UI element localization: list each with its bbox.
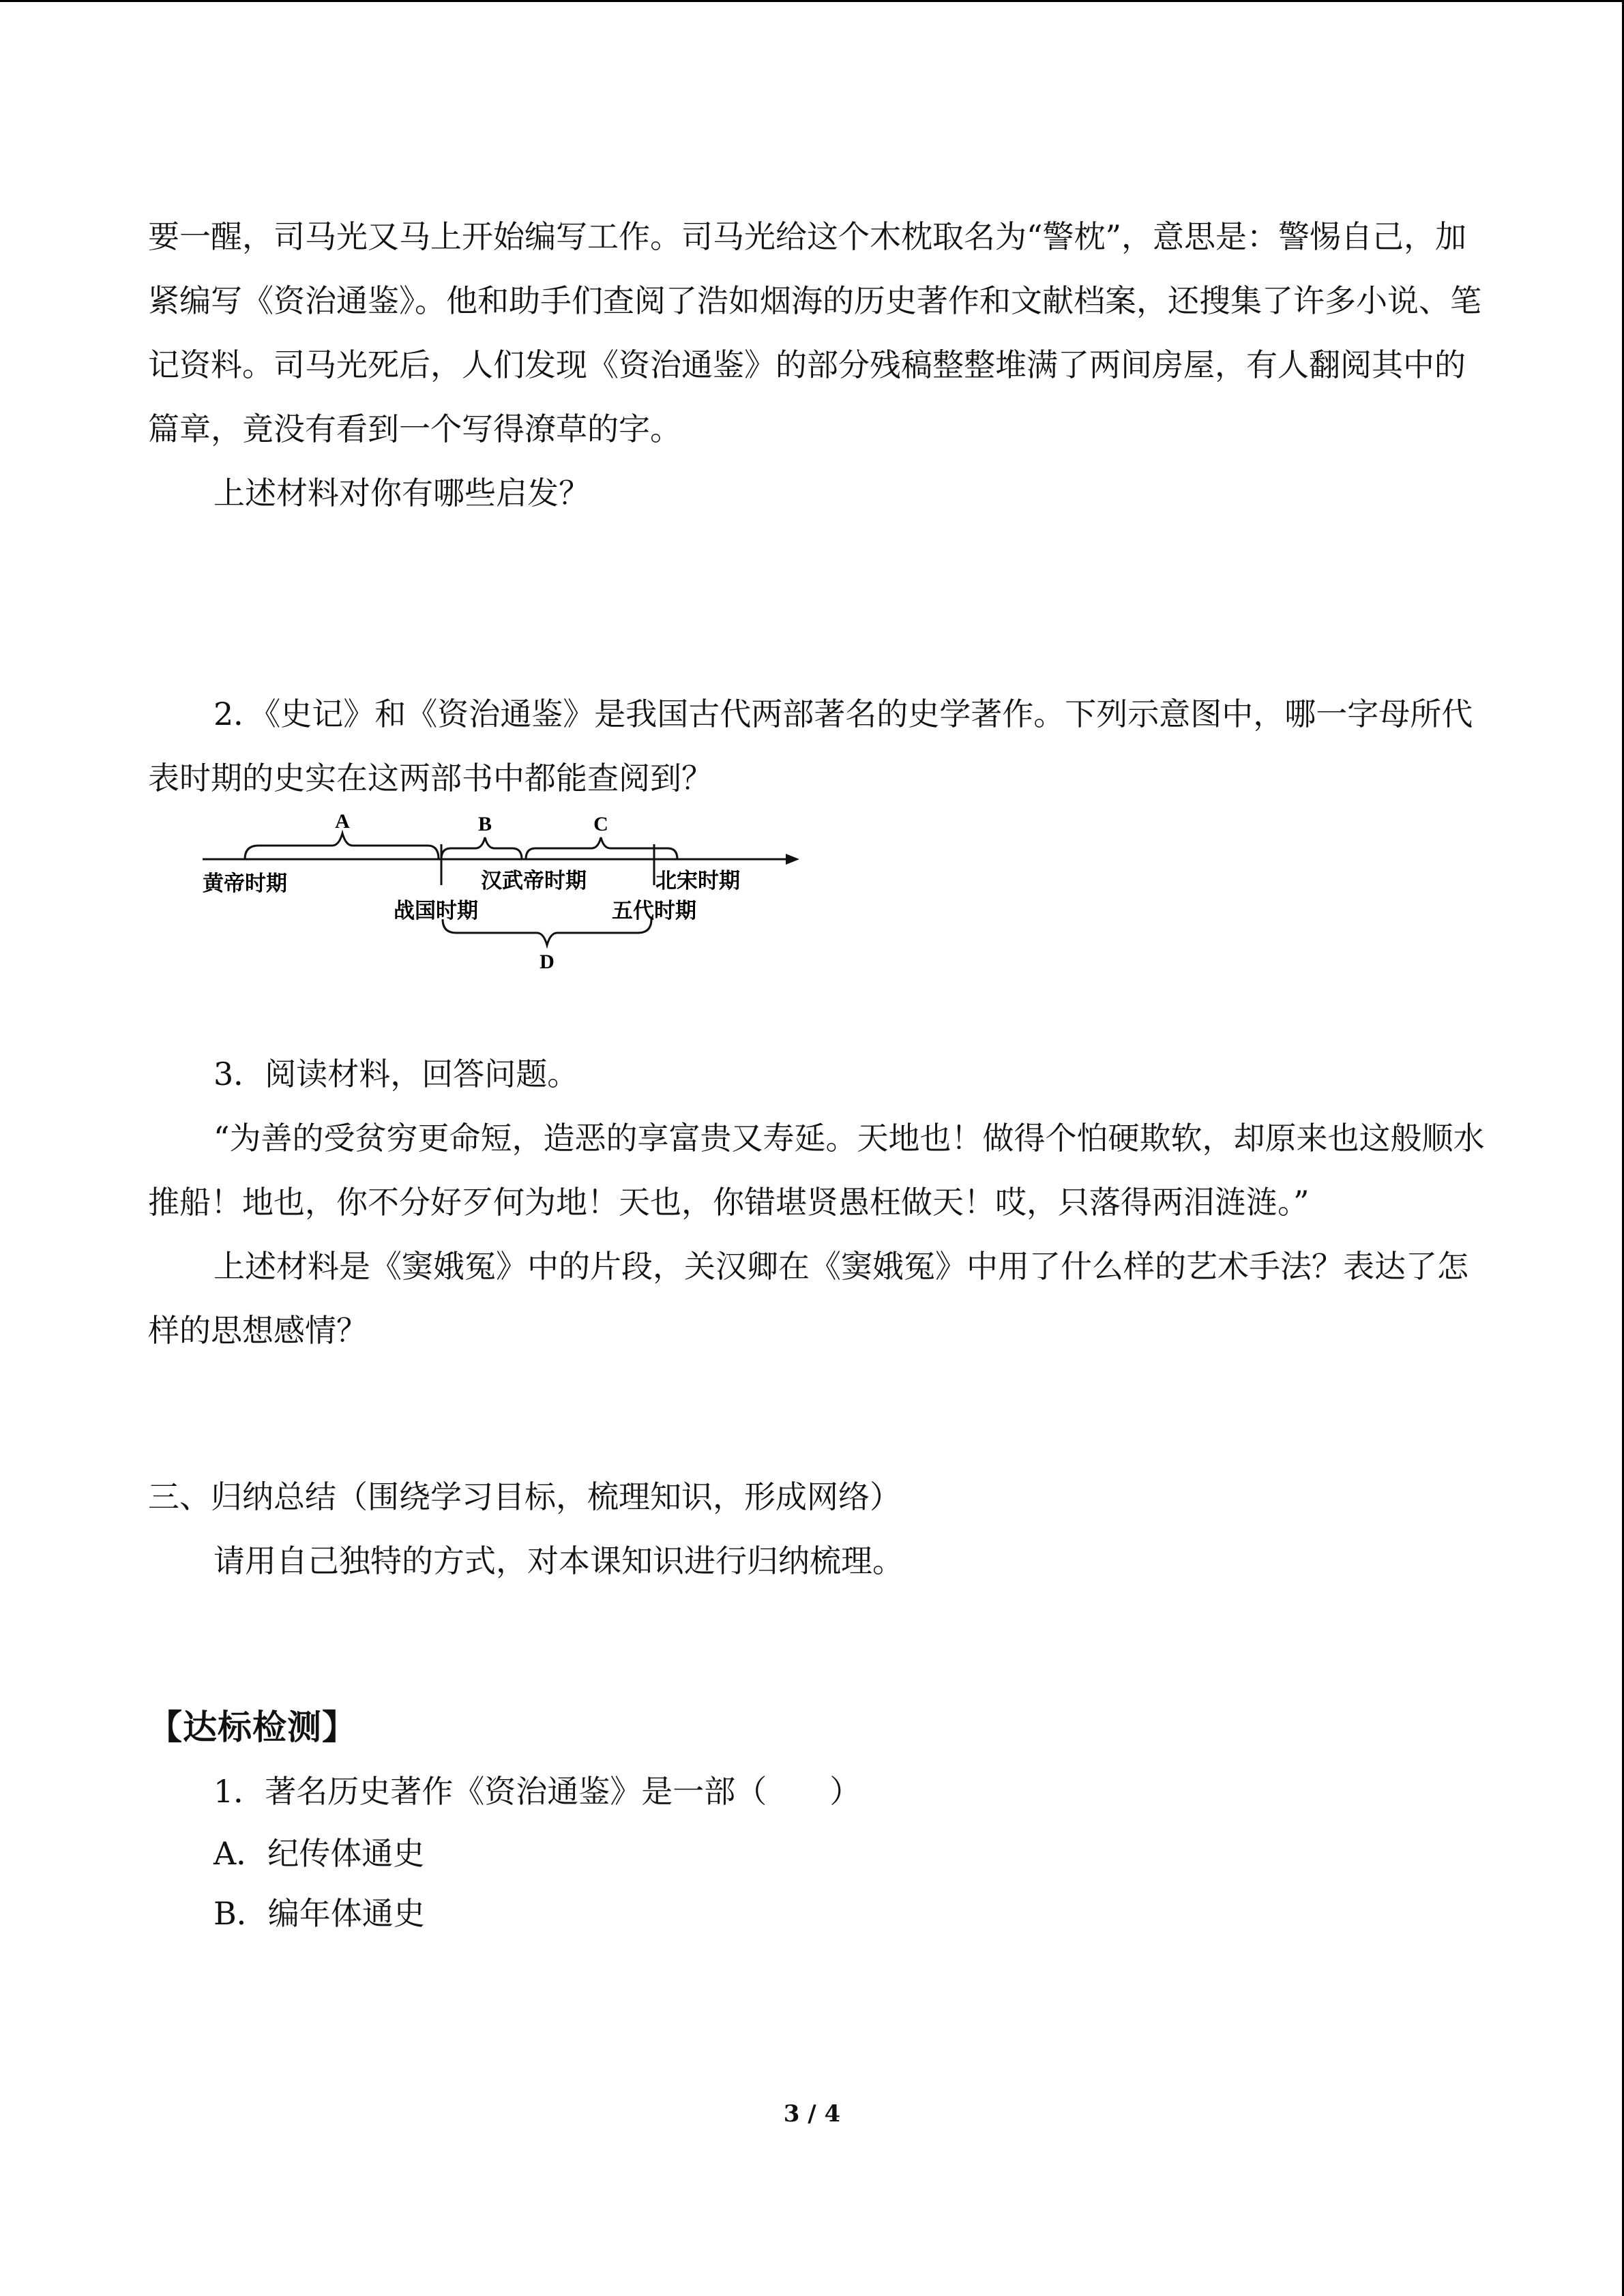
check-option-a: A．纪传体通史 bbox=[213, 1835, 425, 1872]
section-3-title: 三、归纳总结（围绕学习目标，梳理知识，形成网络） bbox=[148, 1478, 901, 1515]
check-heading: 【达标检测】 bbox=[148, 1708, 357, 1747]
period-hanwudi: 汉武帝时期 bbox=[481, 869, 587, 893]
section-3-text: 请用自己独特的方式，对本课知识进行归纳梳理。 bbox=[213, 1542, 904, 1579]
timeline-arrowhead bbox=[786, 854, 799, 865]
question-3-ask: 上述材料是《窦娥冤》中的片段，关汉卿在《窦娥冤》中用了什么样的艺术手法？表达了怎样的思想感情？ bbox=[148, 1248, 1468, 1349]
bracket-a bbox=[245, 833, 439, 859]
timeline-diagram bbox=[203, 810, 885, 994]
period-huangdi: 黄帝时期 bbox=[203, 871, 287, 896]
bracket-b bbox=[441, 837, 522, 859]
label-b: B bbox=[477, 813, 492, 835]
period-beisong: 北宋时期 bbox=[655, 869, 740, 893]
material-paragraph: 要一醒，司马光又马上开始编写工作。司马光给这个木枕取名为“警枕”，意思是：警惕自己，加紧编写《资治通鉴》。他和助手们查阅了浩如烟海的历史著作和文献档案，还搜集了许多小说、笔记资料。司马光死后，人们发现《资治通鉴》的部分残稿整整堆满了两间房屋，有人翻阅其中的篇章，竟没有看到一个写得潦草的字。 bbox=[148, 218, 1481, 447]
period-wudai: 五代时期 bbox=[612, 899, 696, 923]
top-border-line bbox=[0, 0, 1624, 2]
check-question-1: 1．著名历史著作《资治通鉴》是一部（ ） bbox=[213, 1773, 861, 1810]
question-inspiration: 上述材料对你有哪些启发？ bbox=[213, 475, 590, 511]
page-content bbox=[148, 205, 1485, 1943]
question-2: 2．《史记》和《资治通鉴》是我国古代两部著名的史学著作。下列示意图中，哪一字母所代表时期的史实在这两部书中都能查阅到？ bbox=[148, 696, 1473, 796]
question-3-title: 3．阅读材料，回答问题。 bbox=[213, 1056, 579, 1092]
question-3-quote: “为善的受贫穷更命短，造恶的享富贵又寿延。天地也！做得个怕硬欺软，却原来也这般顺水推船！地也，你不分好歹何为地！天也，你错堪贤愚枉做天！哎，只落得两泪涟涟。” bbox=[148, 1120, 1485, 1221]
label-a: A bbox=[335, 810, 350, 833]
label-d: D bbox=[540, 951, 555, 973]
label-c: C bbox=[593, 813, 608, 835]
page-number: 3 / 4 bbox=[783, 2100, 841, 2128]
period-zhanguo: 战国时期 bbox=[394, 899, 478, 923]
check-option-b: B．编年体通史 bbox=[213, 1895, 425, 1932]
timeline-svg bbox=[203, 810, 885, 994]
